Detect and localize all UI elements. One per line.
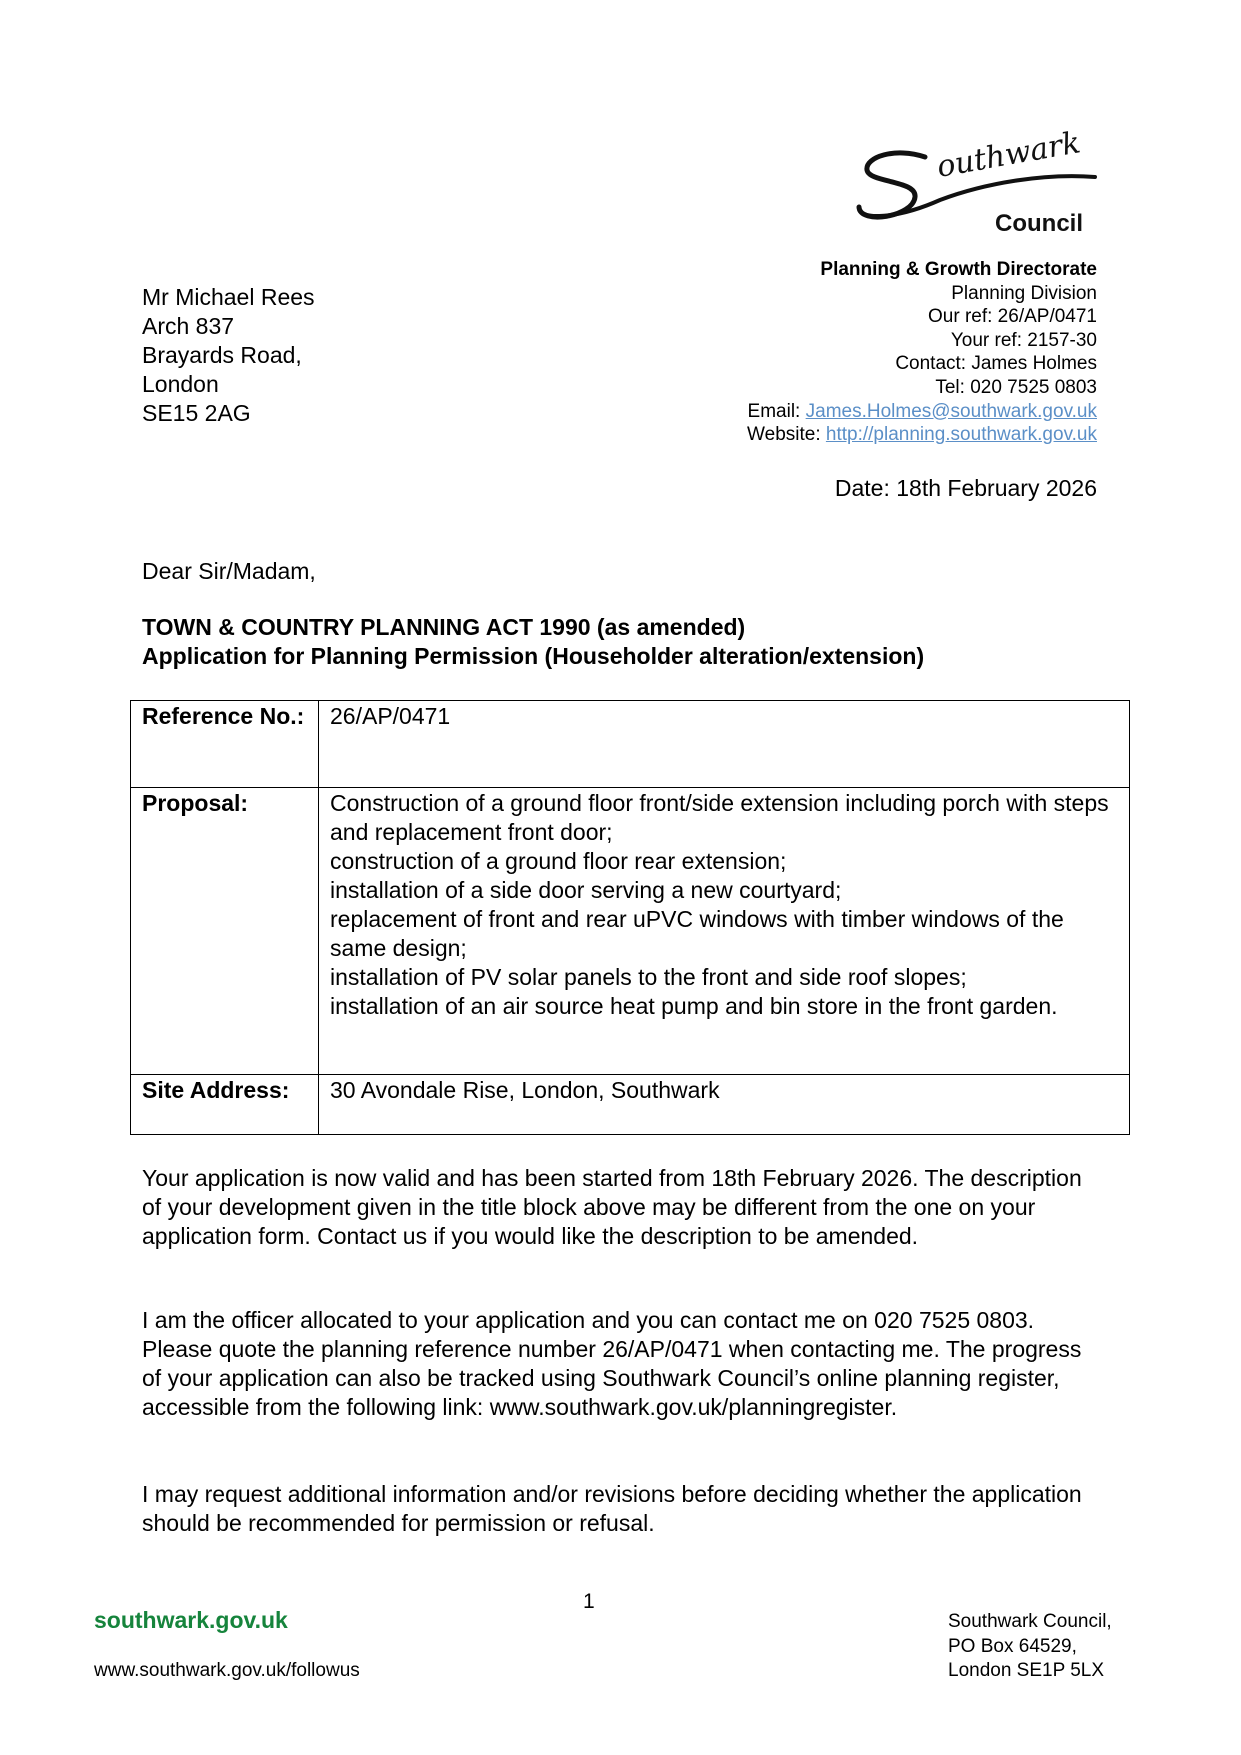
proposal-line: installation of a side door serving a new courtyard;	[330, 877, 842, 903]
ref-label: Reference No.:	[131, 701, 319, 788]
recipient-line: Brayards Road,	[142, 342, 302, 368]
directorate: Planning & Growth Directorate	[820, 259, 1097, 280]
footer-address	[948, 1610, 1112, 1684]
tel: Tel: 020 7525 0803	[935, 376, 1097, 398]
footer-address-line: PO Box 64529,	[948, 1635, 1077, 1657]
recipient-line: SE15 2AG	[142, 400, 251, 426]
proposal-line: Construction of a ground floor front/side extension including porch with steps and replacement front door;	[330, 790, 1109, 845]
page-number: 1	[583, 1590, 595, 1613]
paragraph: I am the officer allocated to your application and you can contact me on 020 7525 0803. Please quote the planning reference number 26/AP/0471 when contacting me. The progress of your application can also be tracked using Southwark Council’s online planning register, accessible from the following link: www.southwark.gov.uk/planningregister.	[142, 1307, 1082, 1420]
recipient-line: Mr Michael Rees	[142, 284, 315, 310]
letter-title	[142, 613, 924, 671]
title-line: Application for Planning Permission (Householder alteration/extension)	[142, 643, 925, 669]
website-label: Website:	[747, 424, 826, 446]
application-details-table	[130, 700, 1130, 1135]
footer-followus-link[interactable]: www.southwark.gov.uk/followus	[94, 1660, 360, 1681]
table-row	[131, 701, 1130, 788]
proposal-line: replacement of front and rear uPVC windows with timber windows of the same design;	[330, 906, 1064, 961]
letter-date: Date: 18th February 2026	[834, 475, 1097, 501]
proposal-value	[319, 788, 1130, 1075]
contact: Contact: James Holmes	[895, 353, 1097, 375]
site-label: Site Address:	[131, 1075, 319, 1135]
division: Planning Division	[951, 282, 1097, 304]
email-link[interactable]: James.Holmes@southwark.gov.uk	[805, 400, 1097, 422]
table-row	[131, 1075, 1130, 1135]
sender-details	[747, 258, 1097, 447]
ref-value: 26/AP/0471	[319, 701, 1130, 788]
proposal-line: installation of PV solar panels to the front and side roof slopes;	[330, 964, 967, 990]
website-link[interactable]: http://planning.southwark.gov.uk	[825, 424, 1097, 446]
our-ref: Our ref: 26/AP/0471	[928, 306, 1097, 328]
recipient-line: London	[142, 371, 219, 397]
proposal-line: installation of an air source heat pump and bin store in the front garden.	[330, 993, 1058, 1019]
recipient-address	[142, 283, 315, 428]
site-value: 30 Avondale Rise, London, Southwark	[319, 1075, 1130, 1135]
footer-site-link[interactable]: southwark.gov.uk	[94, 1607, 288, 1633]
footer-address-line: London SE1P 5LX	[948, 1660, 1105, 1681]
proposal-label: Proposal:	[131, 788, 319, 1075]
paragraph: I may request additional information and/or revisions before deciding whether the application should be recommended for permission or refusal.	[142, 1481, 1082, 1536]
your-ref: Your ref: 2157-30	[950, 329, 1097, 351]
recipient-line: Arch 837	[142, 313, 235, 339]
southwark-council-logo	[855, 125, 1100, 240]
svg-text:Council: Council	[995, 210, 1083, 237]
salutation: Dear Sir/Madam,	[142, 558, 316, 584]
table-row	[131, 788, 1130, 1075]
svg-text:outhwark: outhwark	[934, 125, 1084, 185]
email-label: Email:	[747, 400, 806, 422]
paragraph: Your application is now valid and has been started from 18th February 2026. The description of your development given in the title block above may be different from the one on your application form. Contact us if you would like the description to be amended.	[142, 1165, 1082, 1249]
title-line: TOWN & COUNTRY PLANNING ACT 1990 (as amended)	[142, 614, 746, 640]
footer-address-line: Southwark Council,	[948, 1611, 1112, 1632]
proposal-line: construction of a ground floor rear extension;	[330, 848, 787, 874]
